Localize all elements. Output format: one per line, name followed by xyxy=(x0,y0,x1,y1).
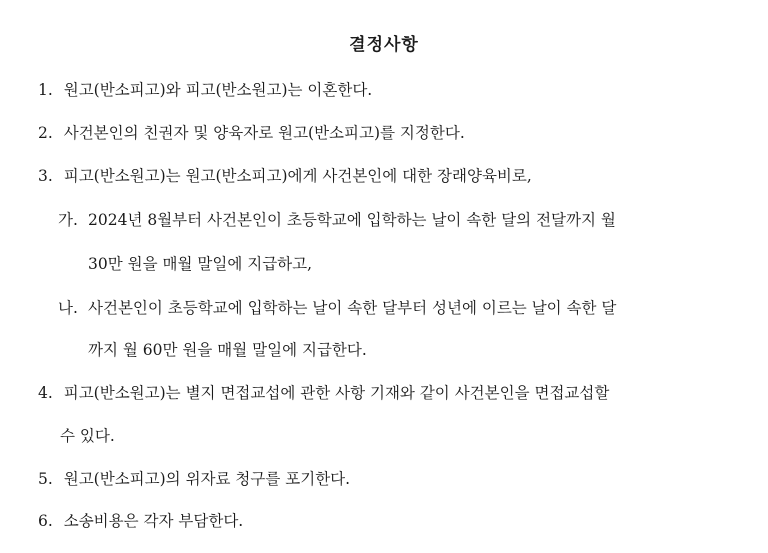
item-number: 5. xyxy=(38,470,53,488)
item-number: 1. xyxy=(38,81,53,99)
decision-item-1 xyxy=(38,80,372,100)
item-text: 원고(반소피고)의 위자료 청구를 포기한다. xyxy=(63,470,351,488)
sub-item-na-number: 나. xyxy=(58,299,78,317)
item-text: 소송비용은 각자 부담한다. xyxy=(63,512,244,530)
item-number: 4. xyxy=(38,384,53,402)
decision-item-6 xyxy=(38,511,243,531)
sub-item-na-line1: 사건본인이 초등학교에 입학하는 날이 속한 달부터 성년에 이르는 날이 속한 달 xyxy=(88,299,617,317)
sub-item-ga-line1 xyxy=(88,210,731,230)
sub-item-ga-number: 가. xyxy=(58,211,78,229)
sub-item-na-line2: 까지 월 60만 원을 매월 말일에 지급한다. xyxy=(88,341,367,359)
item-number: 2. xyxy=(38,124,53,142)
sub-item-ga-line2: 30만 원을 매월 말일에 지급하고, xyxy=(88,255,313,273)
decision-item-3 xyxy=(38,166,532,186)
document-title: 결정사항 xyxy=(349,35,419,55)
decision-item-4 xyxy=(38,383,609,403)
item-text: 피고(반소원고)는 원고(반소피고)에게 사건본인에 대한 장래양육비로, xyxy=(63,167,532,185)
sub-item-ga-text-line1: 2024년 8월부터 사건본인이 초등학교에 입학하는 날이 속한 달의 전달까지 월 xyxy=(88,211,616,229)
decision-item-4-line2: 수 있다. xyxy=(60,427,115,445)
item-text: 원고(반소피고)와 피고(반소원고)는 이혼한다. xyxy=(63,81,373,99)
item-text-line1: 피고(반소원고)는 별지 면접교섭에 관한 사항 기재와 같이 사건본인을 면접교섭할 xyxy=(63,384,610,402)
decision-item-2 xyxy=(38,123,465,143)
decision-item-5 xyxy=(38,469,350,489)
item-text: 사건본인의 친권자 및 양육자로 원고(반소피고)를 지정한다. xyxy=(63,124,465,142)
item-number: 3. xyxy=(38,167,53,185)
item-number: 6. xyxy=(38,512,53,530)
